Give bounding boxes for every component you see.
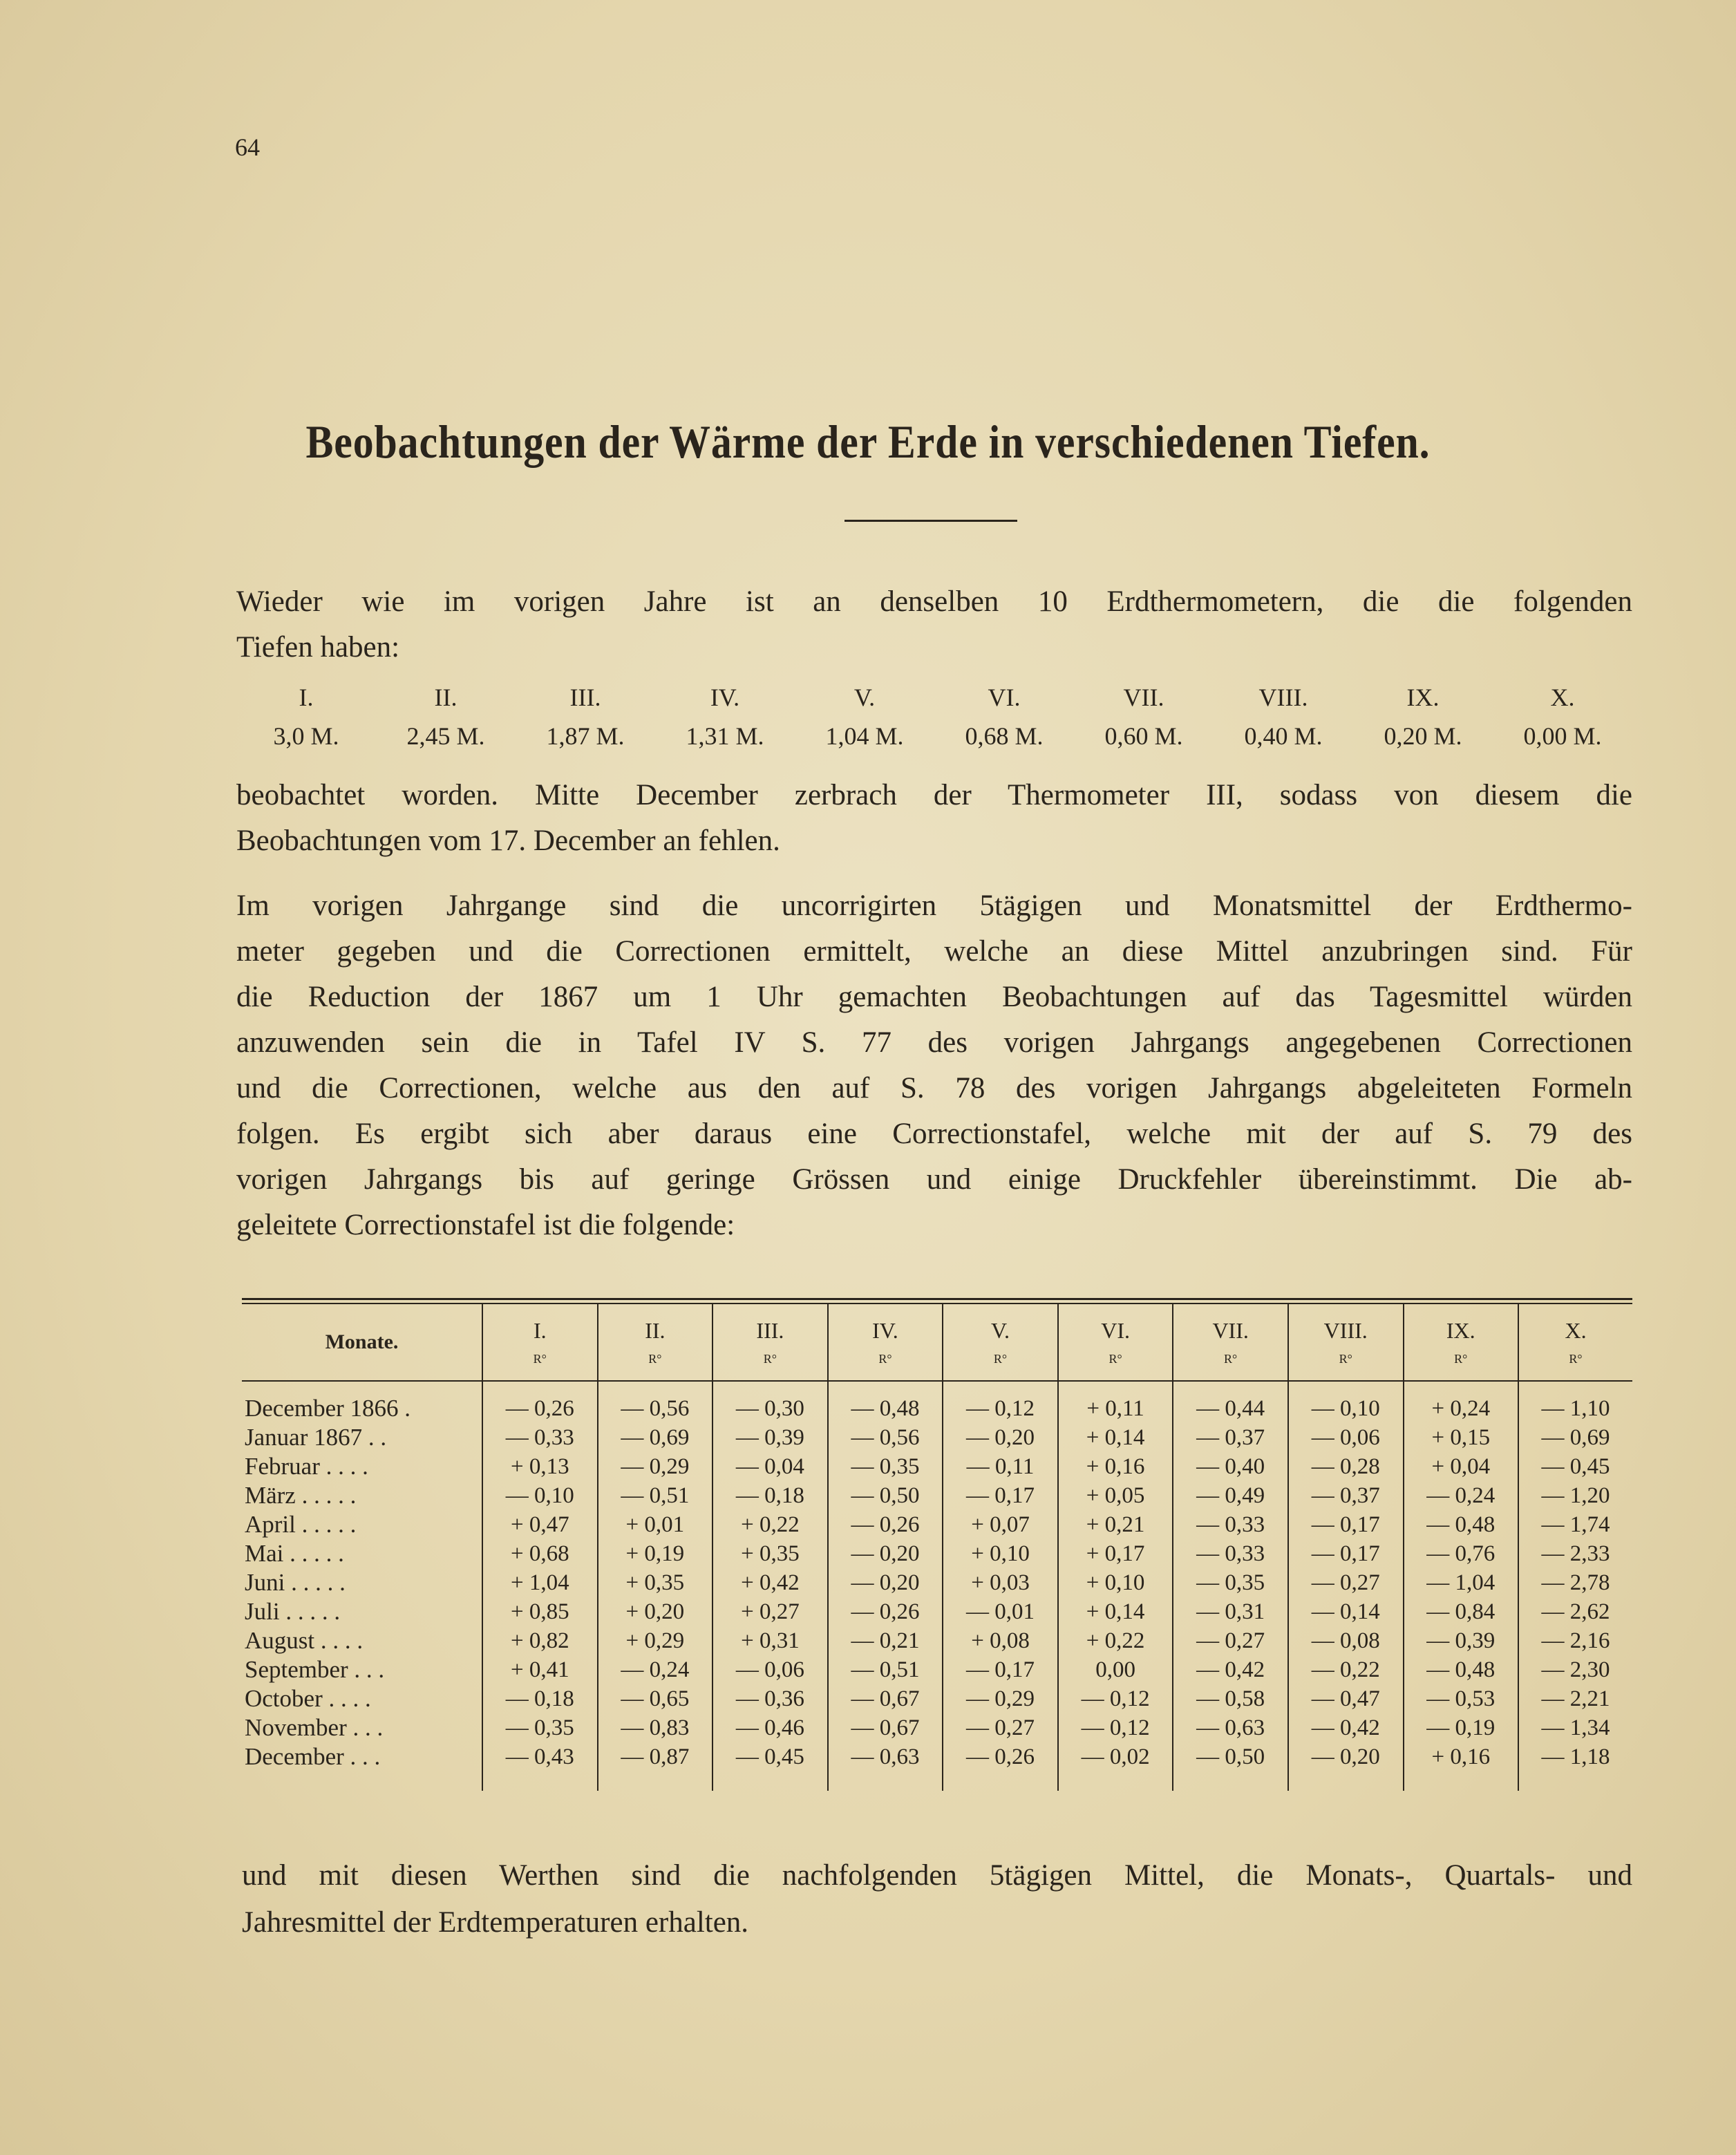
value-cell: — 0,20 [828,1568,943,1597]
value-cell: — 0,76 [1404,1539,1519,1568]
column-header-label: VI. [1101,1318,1130,1343]
table-row [242,1481,1632,1510]
value-cell: — 1,10 [1518,1394,1632,1423]
value-cell: + 0,35 [713,1539,828,1568]
value-cell: — 0,17 [943,1481,1058,1510]
value-cell: — 0,06 [713,1655,828,1684]
value-cell: + 0,19 [598,1539,713,1568]
month-cell: Juli . . . . . [245,1598,341,1625]
text-line: Jahresmittel der Erdtemperaturen erhalten. [242,1906,749,1939]
month-cell: Februar . . . . [245,1453,368,1480]
value-cell: — 0,31 [1173,1597,1288,1626]
column-header-label: VII. [1212,1318,1249,1343]
table-row [242,1626,1632,1655]
text-line: vorigen Jahrgangs bis auf geringe Grössen und einige Druckfehler übereinstimmt. Die ab- [236,1163,1632,1196]
value-cell: + 0,17 [1058,1539,1173,1568]
value-cell: — 0,42 [1288,1713,1404,1742]
value-cell: — 0,50 [828,1481,943,1510]
value-cell: — 0,56 [828,1423,943,1452]
value-cell: — 0,39 [1404,1626,1519,1655]
value-cell: — 0,04 [713,1452,828,1481]
value-cell: + 0,16 [1058,1452,1173,1481]
column-header-unit: R° [763,1352,777,1366]
value-cell: + 0,10 [943,1539,1058,1568]
thermometer-depth: 0,20 M. [1384,722,1462,750]
column-header-unit: R° [1454,1352,1468,1366]
value-cell: — 0,53 [1404,1684,1519,1713]
value-cell: + 0,01 [598,1510,713,1539]
value-cell: — 0,33 [1173,1539,1288,1568]
value-cell: — 0,83 [598,1713,713,1742]
value-cell: + 0,14 [1058,1597,1173,1626]
column-header [1518,1304,1632,1381]
table-row [242,1713,1632,1742]
value-cell: + 0,41 [482,1655,598,1684]
value-cell: — 0,06 [1288,1423,1404,1452]
text-line: und die Correctionen, welche aus den auf S. 78 des vorigen Jahrgangs abgeleiteten Formeln [236,1072,1632,1104]
thermometer-depth: 0,00 M. [1523,722,1602,750]
value-cell: + 0,85 [482,1597,598,1626]
value-cell: — 0,58 [1173,1684,1288,1713]
month-cell: Januar 1867 . . [245,1424,387,1451]
thermometer-label: VII. [1123,684,1164,711]
value-cell: — 0,35 [1173,1568,1288,1597]
thermometer-labels-row [236,683,1632,712]
text-line: beobachtet worden. Mitte December zerbrach der Thermometer III, sodass von diesem die [236,779,1632,811]
value-cell: — 0,33 [1173,1510,1288,1539]
value-cell: — 0,12 [1058,1713,1173,1742]
value-cell: — 0,42 [1173,1655,1288,1684]
value-cell: — 0,43 [482,1742,598,1771]
value-cell: — 0,47 [1288,1684,1404,1713]
column-header-unit: R° [533,1352,547,1366]
value-cell: — 0,12 [943,1394,1058,1423]
thermometer-label: V. [853,684,876,711]
value-cell: — 0,63 [1173,1713,1288,1742]
table-row [242,1597,1632,1626]
table-row [242,1510,1632,1539]
value-cell: + 0,27 [713,1597,828,1626]
value-cell: + 0,05 [1058,1481,1173,1510]
table-row [242,1742,1632,1771]
value-cell: + 0,08 [943,1626,1058,1655]
value-cell: + 0,29 [598,1626,713,1655]
value-cell: + 0,13 [482,1452,598,1481]
value-cell: — 0,24 [1404,1481,1519,1510]
thermometer-label: III. [569,684,601,711]
value-cell: + 0,21 [1058,1510,1173,1539]
thermometer-label: II. [434,684,457,711]
value-cell: + 0,22 [1058,1626,1173,1655]
thermometer-label: VI. [988,684,1021,711]
thermometer-depth: 1,04 M. [825,722,904,750]
month-cell: November . . . [245,1714,384,1741]
value-cell: — 2,78 [1518,1568,1632,1597]
table-row [242,1394,1632,1423]
correction-table-grid [242,1304,1632,1791]
value-cell: — 0,02 [1058,1742,1173,1771]
value-cell: — 0,84 [1404,1597,1519,1626]
table-row [242,1423,1632,1452]
column-header-label: V. [991,1318,1010,1343]
thermometer-label: X. [1550,684,1575,711]
value-cell: + 0,15 [1404,1423,1519,1452]
column-header [713,1304,828,1381]
value-cell: — 0,51 [828,1655,943,1684]
month-cell: December 1866 . [245,1395,411,1422]
value-cell: — 2,62 [1518,1597,1632,1626]
value-cell: + 0,10 [1058,1568,1173,1597]
value-cell: + 0,14 [1058,1423,1173,1452]
value-cell: + 0,07 [943,1510,1058,1539]
value-cell: — 0,19 [1404,1713,1519,1742]
column-header [598,1304,713,1381]
month-cell: März . . . . . [245,1482,357,1509]
value-cell: — 0,20 [828,1539,943,1568]
correction-paragraph [236,883,1632,1248]
text-line: und mit diesen Werthen sind die nachfolgenden 5tägigen Mittel, die Monats-, Quartals- und [242,1859,1632,1892]
column-header-unit: R° [1108,1352,1122,1366]
value-cell: — 0,65 [598,1684,713,1713]
value-cell: — 1,18 [1518,1742,1632,1771]
value-cell: — 0,37 [1288,1481,1404,1510]
value-cell: + 0,16 [1404,1742,1519,1771]
value-cell: + 0,31 [713,1626,828,1655]
page-title: Beobachtungen der Wärme der Erde in verschiedenen Tiefen. [305,415,1431,468]
table-row [242,1568,1632,1597]
value-cell: + 0,22 [713,1510,828,1539]
column-header [1404,1304,1519,1381]
value-cell: — 2,33 [1518,1539,1632,1568]
value-cell: — 0,40 [1173,1452,1288,1481]
value-cell: — 0,17 [1288,1539,1404,1568]
month-cell: December . . . [245,1743,381,1770]
column-header [482,1304,598,1381]
value-cell: — 0,10 [1288,1394,1404,1423]
value-cell: — 0,21 [828,1626,943,1655]
column-header-label: I. [533,1318,547,1343]
value-cell: — 0,08 [1288,1626,1404,1655]
value-cell: + 0,42 [713,1568,828,1597]
value-cell: + 0,24 [1404,1394,1519,1423]
value-cell: — 0,35 [482,1713,598,1742]
value-cell: — 0,44 [1173,1394,1288,1423]
value-cell: — 0,48 [1404,1510,1519,1539]
page-number: 64 [235,133,260,161]
thermometer-label: I. [299,684,314,711]
value-cell: + 0,82 [482,1626,598,1655]
value-cell: — 0,63 [828,1742,943,1771]
value-cell: — 0,12 [1058,1684,1173,1713]
value-cell: — 0,30 [713,1394,828,1423]
value-cell: — 0,26 [482,1394,598,1423]
value-cell: — 0,46 [713,1713,828,1742]
column-header [828,1304,943,1381]
value-cell: — 0,27 [1173,1626,1288,1655]
value-cell: + 1,04 [482,1568,598,1597]
table-top-rule [242,1298,1632,1300]
value-cell: — 0,48 [1404,1655,1519,1684]
text-line: anzuwenden sein die in Tafel IV S. 77 des vorigen Jahrgangs angegebenen Correctionen [236,1026,1632,1059]
value-cell: — 0,69 [1518,1423,1632,1452]
value-cell: — 0,18 [713,1481,828,1510]
value-cell: — 0,56 [598,1394,713,1423]
month-cell: August . . . . [245,1627,364,1654]
value-cell: + 0,68 [482,1539,598,1568]
value-cell: — 0,87 [598,1742,713,1771]
value-cell: — 0,35 [828,1452,943,1481]
column-header-unit: R° [993,1352,1008,1366]
column-header-unit: R° [1224,1352,1238,1366]
value-cell: — 0,50 [1173,1742,1288,1771]
value-cell: — 0,20 [1288,1742,1404,1771]
value-cell: — 0,67 [828,1713,943,1742]
thermometer-label: VIII. [1258,684,1308,711]
value-cell: — 0,36 [713,1684,828,1713]
column-header [1058,1304,1173,1381]
table-body [242,1381,1632,1791]
value-cell: — 0,26 [828,1510,943,1539]
thermometer-label: IX. [1406,684,1440,711]
value-cell: — 0,22 [1288,1655,1404,1684]
value-cell: + 0,04 [1404,1452,1519,1481]
column-header-unit: R° [1569,1352,1583,1366]
table-row [242,1452,1632,1481]
thermometer-depth: 3,0 M. [273,722,339,750]
column-header-label: III. [756,1318,784,1343]
month-cell: Mai . . . . . [245,1540,344,1567]
value-cell: — 2,16 [1518,1626,1632,1655]
value-cell: + 0,11 [1058,1394,1173,1423]
thermometer-depths-row [236,722,1632,751]
value-cell: — 0,33 [482,1423,598,1452]
thermometer-depth: 2,45 M. [406,722,485,750]
value-cell: — 0,14 [1288,1597,1404,1626]
text-line: meter gegeben und die Correctionen ermittelt, welche an diese Mittel anzubringen sind. Für [236,935,1632,968]
thermometer-depth: 0,68 M. [965,722,1044,750]
value-cell: — 0,51 [598,1481,713,1510]
column-header-month: Monate. [325,1330,399,1353]
column-header [943,1304,1058,1381]
value-cell: — 0,26 [828,1597,943,1626]
value-cell: — 0,48 [828,1394,943,1423]
value-cell: — 1,34 [1518,1713,1632,1742]
column-header-label: II. [645,1318,666,1343]
value-cell: + 0,47 [482,1510,598,1539]
value-cell: — 2,30 [1518,1655,1632,1684]
month-cell: Juni . . . . . [245,1569,346,1596]
table-row [242,1655,1632,1684]
value-cell: — 0,01 [943,1597,1058,1626]
value-cell: — 1,74 [1518,1510,1632,1539]
column-header-label: IV. [872,1318,898,1343]
correction-table [242,1298,1632,1791]
value-cell: — 1,04 [1404,1568,1519,1597]
value-cell: — 0,45 [1518,1452,1632,1481]
value-cell: — 0,18 [482,1684,598,1713]
table-row [242,1539,1632,1568]
value-cell: — 0,20 [943,1423,1058,1452]
column-header-label: IX. [1446,1318,1475,1343]
column-header-label: VIII. [1323,1318,1368,1343]
text-line: die Reduction der 1867 um 1 Uhr gemachten Beobachtungen auf das Tagesmittel würden [236,981,1632,1013]
title-rule [845,520,1017,522]
value-cell: — 0,26 [943,1742,1058,1771]
column-header-unit: R° [1339,1352,1352,1366]
text-line: folgen. Es ergibt sich aber daraus eine Correctionstafel, welche mit der auf S. 79 des [236,1118,1632,1150]
table-header-row [242,1304,1632,1381]
value-cell: + 0,03 [943,1568,1058,1597]
text-line: Wieder wie im vorigen Jahre ist an denselben 10 Erdthermometern, die die folgenden [236,585,1632,618]
thermometer-label: IV. [710,684,740,711]
column-header-unit: R° [648,1352,662,1366]
thermometer-depth: 0,40 M. [1244,722,1323,750]
value-cell: — 0,49 [1173,1481,1288,1510]
observation-paragraph [236,773,1632,864]
value-cell: — 2,21 [1518,1684,1632,1713]
value-cell: — 0,28 [1288,1452,1404,1481]
text-line: Tiefen haben: [236,631,400,664]
intro-paragraph [236,579,1632,670]
thermometer-depth: 0,60 M. [1104,722,1183,750]
value-cell: — 0,29 [598,1452,713,1481]
text-line: Beobachtungen vom 17. December an fehlen. [236,825,780,857]
value-cell: — 0,67 [828,1684,943,1713]
value-cell: — 1,20 [1518,1481,1632,1510]
header-separator [242,1381,1632,1394]
column-header-unit: R° [878,1352,892,1366]
column-header [1288,1304,1404,1381]
value-cell: — 0,24 [598,1655,713,1684]
column-header [1173,1304,1288,1381]
value-cell: — 0,29 [943,1684,1058,1713]
text-line: geleitete Correctionstafel ist die folgende: [236,1209,735,1241]
value-cell: — 0,11 [943,1452,1058,1481]
closing-paragraph [242,1852,1632,1946]
month-cell: October . . . . [245,1685,371,1712]
value-cell: — 0,10 [482,1481,598,1510]
text-line: Im vorigen Jahrgange sind die uncorrigirten 5tägigen und Monatsmittel der Erdthermo- [236,890,1632,922]
value-cell: 0,00 [1058,1655,1173,1684]
value-cell: — 0,17 [943,1655,1058,1684]
table-row [242,1684,1632,1713]
table-bottom-padding [242,1771,1632,1791]
value-cell: — 0,27 [943,1713,1058,1742]
thermometer-depth: 1,87 M. [546,722,625,750]
value-cell: + 0,20 [598,1597,713,1626]
month-cell: September . . . [245,1656,385,1683]
value-cell: — 0,39 [713,1423,828,1452]
value-cell: — 0,69 [598,1423,713,1452]
value-cell: — 0,45 [713,1742,828,1771]
column-header-label: X. [1565,1318,1587,1343]
month-cell: April . . . . . [245,1511,357,1538]
thermometer-depth: 1,31 M. [686,722,764,750]
value-cell: — 0,27 [1288,1568,1404,1597]
value-cell: + 0,35 [598,1568,713,1597]
value-cell: — 0,37 [1173,1423,1288,1452]
value-cell: — 0,17 [1288,1510,1404,1539]
